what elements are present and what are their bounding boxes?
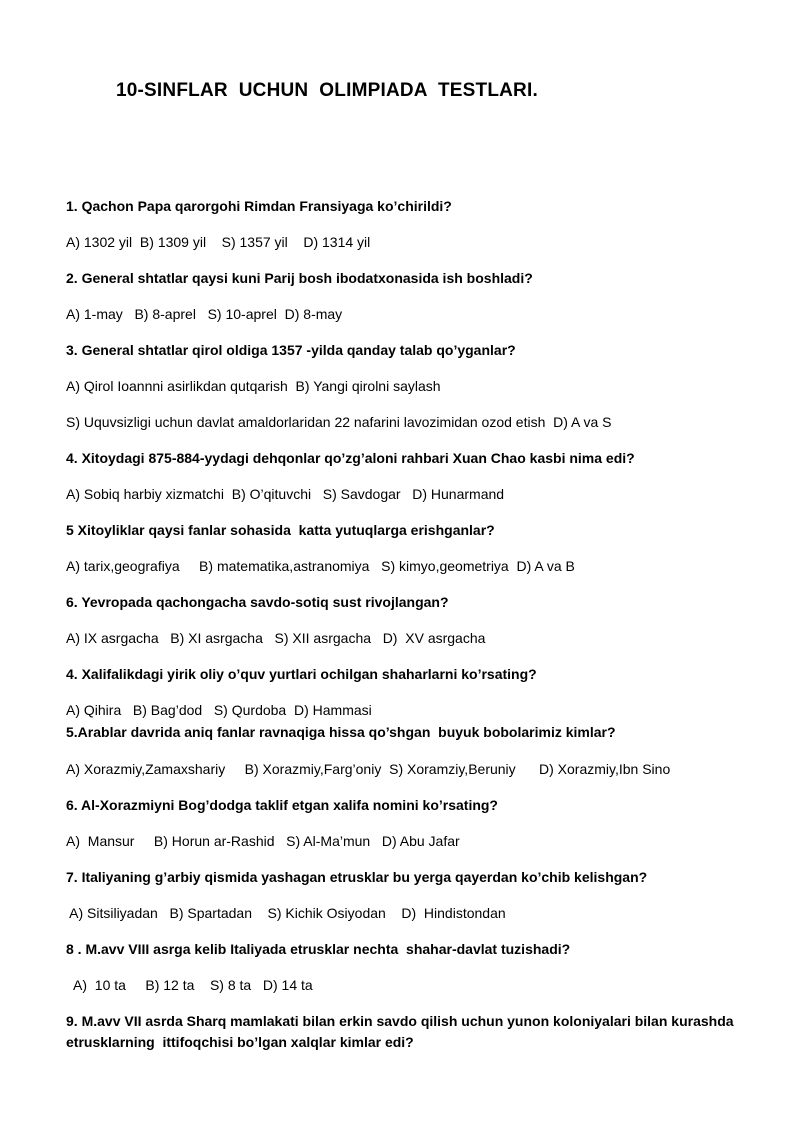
- question-6: 6. Yevropada qachongacha savdo-sotiq sust rivojlangan?: [66, 594, 449, 610]
- question-12-line-1: 9. M.avv VII asrda Sharq mamlakati bilan erkin savdo qilish uchun yunon koloniyalari bilan kurashda: [66, 1013, 734, 1029]
- answers-2: A) 1-may B) 8-aprel S) 10-aprel D) 8-may: [66, 306, 343, 322]
- question-11: 8 . M.avv VIII asrga kelib Italiyada etrusklar nechta shahar-davlat tuzishadi?: [66, 941, 571, 957]
- question-1: 1. Qachon Papa qarorgohi Rimdan Fransiyaga ko’chirildi?: [66, 198, 452, 214]
- answers-7: A) Qihira B) Bag’dod S) Qurdoba D) Hammasi: [66, 702, 372, 718]
- answers-10: A) Sitsiliyadan B) Spartadan S) Kichik Osiyodan D) Hindistondan: [66, 905, 506, 921]
- question-5: 5 Xitoyliklar qaysi fanlar sohasida katta yutuqlarga erishganlar?: [66, 522, 495, 538]
- question-4: 4. Xitoydagi 875-884-yydagi dehqonlar qo’zg’aloni rahbari Xuan Chao kasbi nima edi?: [66, 450, 635, 466]
- question-3: 3. General shtatlar qirol oldiga 1357 -yilda qanday talab qo’yganlar?: [66, 342, 516, 358]
- question-7: 4. Xalifalikdagi yirik oliy o’quv yurtlari ochilgan shaharlarni ko’rsating?: [66, 666, 537, 682]
- answers-3-line-2: S) Uquvsizligi uchun davlat amaldorlaridan 22 nafarini lavozimidan ozod etish D) A va S: [66, 414, 612, 430]
- answers-1: A) 1302 yil B) 1309 yil S) 1357 yil D) 1314 yil: [66, 234, 371, 250]
- question-12-line-2: etrusklarning ittifoqchisi bo’lgan xalqlar kimlar edi?: [66, 1034, 414, 1050]
- question-10: 7. Italiyaning g’arbiy qismida yashagan etrusklar bu yerga qayerdan ko’chib kelishgan?: [66, 869, 648, 885]
- answers-5: A) tarix,geografiya B) matematika,astranomiya S) kimyo,geometriya D) A va B: [66, 558, 575, 574]
- answers-6: A) IX asrgacha B) XI asrgacha S) XII asrgacha D) XV asrgacha: [66, 630, 486, 646]
- answers-4: A) Sobiq harbiy xizmatchi B) O’qituvchi S) Savdogar D) Hunarmand: [66, 486, 505, 502]
- question-2: 2. General shtatlar qaysi kuni Parij bosh ibodatxonasida ish boshladi?: [66, 270, 533, 286]
- answers-3-line-1: A) Qirol Ioannni asirlikdan qutqarish B) Yangi qirolni saylash: [66, 378, 441, 394]
- document-title: 10-SINFLAR UCHUN OLIMPIADA TESTLARI.: [116, 80, 538, 101]
- question-9: 6. Al-Xorazmiyni Bog’dodga taklif etgan xalifa nomini ko’rsating?: [66, 797, 498, 813]
- answers-11: A) 10 ta B) 12 ta S) 8 ta D) 14 ta: [66, 977, 313, 993]
- answers-9: A) Mansur B) Horun ar-Rashid S) Al-Ma’mun D) Abu Jafar: [66, 833, 460, 849]
- question-8: 5.Arablar davrida aniq fanlar ravnaqiga hissa qo’shgan buyuk bobolarimiz kimlar?: [66, 724, 616, 740]
- answers-8: A) Xorazmiy,Zamaxshariy B) Xorazmiy,Farg’oniy S) Xoramziy,Beruniy D) Xorazmiy,Ibn Sino: [66, 761, 671, 777]
